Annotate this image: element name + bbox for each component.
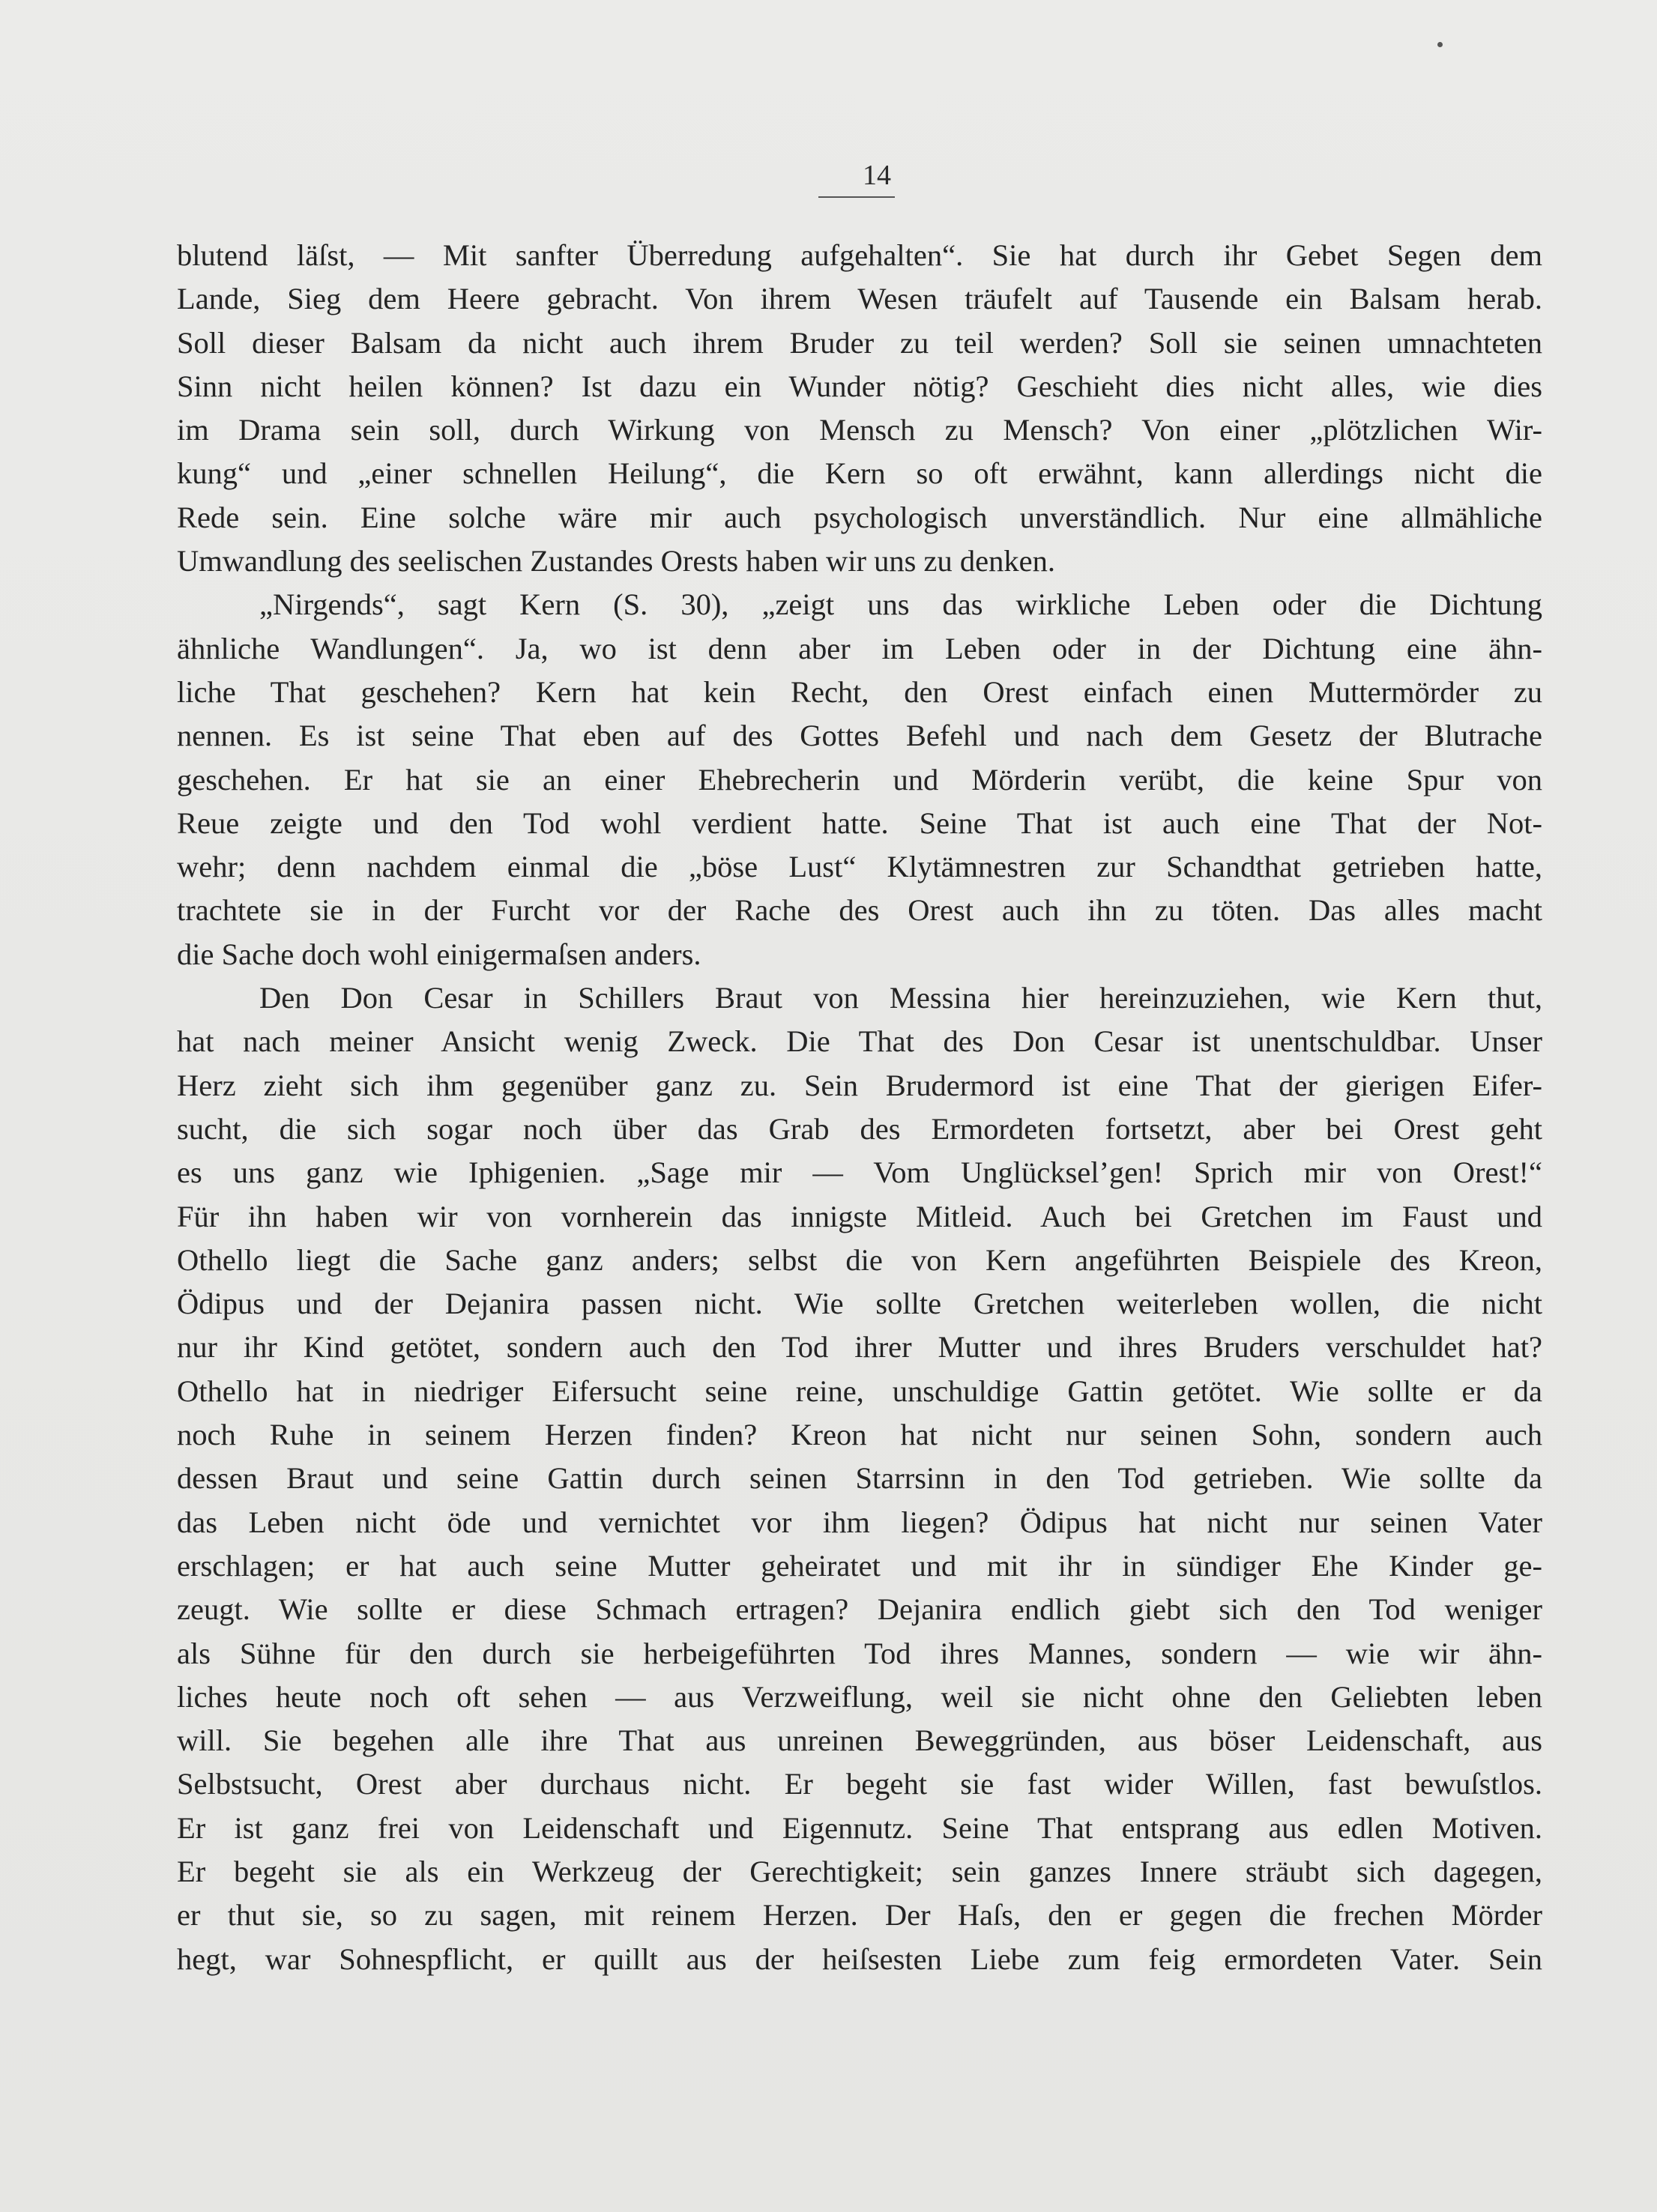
text-line: Den Don Cesar in Schillers Braut von Messina hier hereinzuziehen, wie Kern thut, <box>259 981 1542 1015</box>
text-line: Umwandlung des seelischen Zustandes Orests haben wir uns zu denken. <box>177 544 1055 578</box>
text-line: Ödipus und der Dejanira passen nicht. Wie sollte Gretchen weiterleben wollen, die nicht <box>177 1287 1542 1321</box>
text-line: Er ist ganz frei von Leidenschaft und Eigennutz. Seine That entsprang aus edlen Motiven. <box>177 1810 1542 1845</box>
page-number-rule <box>818 196 895 198</box>
text-line: sucht, die sich sogar noch über das Grab des Ermordeten fortsetzt, aber bei Orest geht <box>177 1111 1542 1146</box>
text-line: das Leben nicht öde und vernichtet vor ihm liegen? Ödipus hat nicht nur seinen Vater <box>177 1505 1542 1539</box>
text-line: wehr; denn nachdem einmal die „böse Lust“ Klytämnestren zur Schandthat getrieben hatte, <box>177 850 1542 884</box>
text-line: geschehen. Er hat sie an einer Ehebrecherin und Mörderin verübt, die keine Spur von <box>177 762 1542 797</box>
text-line: Soll dieser Balsam da nicht auch ihrem Bruder zu teil werden? Soll sie seinen umnachteten <box>177 325 1542 360</box>
text-line: will. Sie begehen alle ihre That aus unreinen Beweggründen, aus böser Leidenschaft, aus <box>177 1723 1542 1758</box>
text-line: liches heute noch oft sehen — aus Verzweiflung, weil sie nicht ohne den Geliebten leben <box>177 1679 1542 1714</box>
text-line: nennen. Es ist seine That eben auf des Gottes Befehl und nach dem Gesetz der Blutrache <box>177 719 1542 753</box>
text-line: liche That geschehen? Kern hat kein Recht, den Orest einfach einen Muttermörder zu <box>177 674 1542 709</box>
text-line: trachtete sie in der Furcht vor der Rache des Orest auch ihn zu töten. Das alles macht <box>177 893 1542 928</box>
text-line: als Sühne für den durch sie herbeigeführten Tod ihres Mannes, sondern — wie wir ähn- <box>177 1636 1542 1670</box>
page-number: 14 <box>863 160 891 191</box>
text-line: er thut sie, so zu sagen, mit reinem Herzen. Der Haſs, den er gegen die frechen Mörder <box>177 1898 1542 1933</box>
body-text <box>177 234 1542 1981</box>
text-line: dessen Braut und seine Gattin durch seinen Starrsinn in den Tod getrieben. Wie sollte da <box>177 1461 1542 1496</box>
text-line: die Sache doch wohl einigermaſsen anders. <box>177 937 701 971</box>
text-line: Othello liegt die Sache ganz anders; selbst die von Kern angeführten Beispiele des Kreon, <box>177 1242 1542 1277</box>
text-line: ähnliche Wandlungen“. Ja, wo ist denn aber im Leben oder in der Dichtung eine ähn- <box>177 631 1542 665</box>
text-line: Reue zeigte und den Tod wohl verdient hatte. Seine That ist auch eine That der Not- <box>177 806 1542 840</box>
ink-speck <box>1437 42 1443 47</box>
text-line: hegt, war Sohnespflicht, er quillt aus der heiſsesten Liebe zum feig ermordeten Vater. Sein <box>177 1941 1542 1976</box>
text-line: kung“ und „einer schnellen Heilung“, die Kern so oft erwähnt, kann allerdings nicht die <box>177 456 1542 491</box>
text-line: im Drama sein soll, durch Wirkung von Mensch zu Mensch? Von einer „plötzlichen Wir- <box>177 413 1542 447</box>
text-line: nur ihr Kind getötet, sondern auch den Tod ihrer Mutter und ihres Bruders verschuldet hat? <box>177 1330 1542 1365</box>
text-line: „Nirgends“, sagt Kern (S. 30), „zeigt uns das wirkliche Leben oder die Dichtung <box>259 587 1542 622</box>
text-line: Für ihn haben wir von vornherein das innigste Mitleid. Auch bei Gretchen im Faust und <box>177 1199 1542 1233</box>
text-line: Er begeht sie als ein Werkzeug der Gerechtigkeit; sein ganzes Innere sträubt sich dagegen, <box>177 1854 1542 1888</box>
text-line: Lande, Sieg dem Heere gebracht. Von ihrem Wesen träufelt auf Tausende ein Balsam herab. <box>177 282 1542 316</box>
text-line: Othello hat in niedriger Eifersucht seine reine, unschuldige Gattin getötet. Wie sollte er da <box>177 1374 1542 1408</box>
text-line: blutend läſst, — Mit sanfter Überredung aufgehalten“. Sie hat durch ihr Gebet Segen dem <box>177 238 1542 272</box>
text-line: hat nach meiner Ansicht wenig Zweck. Die That des Don Cesar ist unentschuldbar. Unser <box>177 1024 1542 1059</box>
text-line: Rede sein. Eine solche wäre mir auch psychologisch unverständlich. Nur eine allmähliche <box>177 500 1542 534</box>
text-line: Herz zieht sich ihm gegenüber ganz zu. Sein Brudermord ist eine That der gierigen Eifer- <box>177 1068 1542 1102</box>
text-line: Selbstsucht, Orest aber durchaus nicht. Er begeht sie fast wider Willen, fast bewuſstlos. <box>177 1767 1542 1801</box>
text-line: zeugt. Wie sollte er diese Schmach ertragen? Dejanira endlich giebt sich den Tod weniger <box>177 1592 1542 1627</box>
text-line: es uns ganz wie Iphigenien. „Sage mir — Vom Unglücksel’gen! Sprich mir von Orest!“ <box>177 1155 1542 1190</box>
text-line: noch Ruhe in seinem Herzen finden? Kreon hat nicht nur seinen Sohn, sondern auch <box>177 1418 1542 1452</box>
text-line: erschlagen; er hat auch seine Mutter geheiratet und mit ihr in sündiger Ehe Kinder ge- <box>177 1548 1542 1583</box>
text-line: Sinn nicht heilen können? Ist dazu ein Wunder nötig? Geschieht dies nicht alles, wie dies <box>177 369 1542 403</box>
